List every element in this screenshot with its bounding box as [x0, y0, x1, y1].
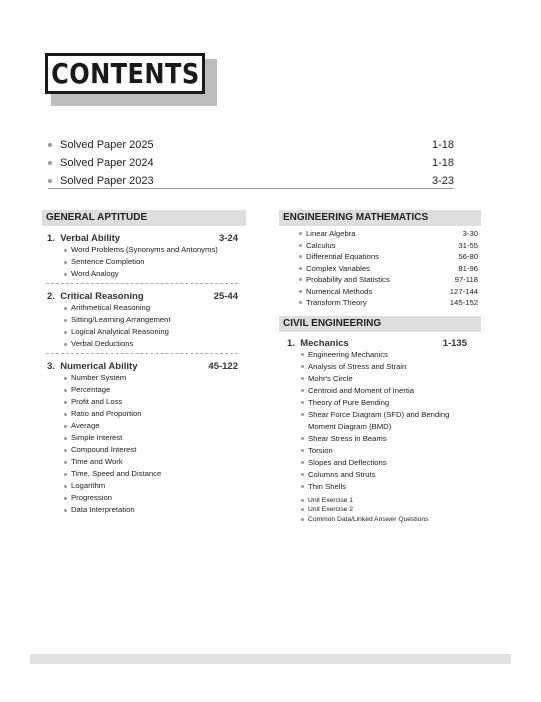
list-item-label: Simple Interest [71, 433, 123, 442]
list-item [301, 361, 481, 373]
bullet-icon [64, 413, 67, 416]
list-item [299, 274, 481, 286]
list-item [299, 263, 481, 275]
section-number: 1. [287, 337, 295, 349]
bullet-icon [48, 143, 52, 147]
bullet-icon [301, 377, 304, 380]
list-item-label: Time and Work [71, 457, 123, 466]
list-item [64, 480, 246, 492]
list-item-label: Logical Analytical Reasoning [71, 327, 169, 336]
list-item [301, 481, 481, 493]
list-item [64, 302, 246, 314]
list-item [64, 338, 246, 350]
footer-bar [30, 654, 511, 664]
solved-paper-pages: 3-23 [431, 175, 454, 187]
bullet-icon [301, 389, 304, 392]
list-item-label: Ratio and Proportion [71, 409, 142, 418]
list-item [64, 408, 246, 420]
list-item-label: Columns and Struts [308, 469, 376, 479]
bullet-icon [299, 255, 302, 258]
list-item [64, 468, 246, 480]
section-pages: 25-44 [213, 291, 238, 302]
list-item [64, 396, 246, 408]
section-number: 1. [47, 233, 55, 244]
list-item-pages: 81-96 [458, 263, 478, 273]
list-item-label: Theory of Pure Bending [308, 397, 390, 407]
list-item [64, 256, 246, 268]
bullet-icon [301, 437, 304, 440]
list-item [64, 384, 246, 396]
section-number: 2. [47, 291, 55, 302]
list-item [299, 228, 481, 240]
bullet-icon [299, 267, 302, 270]
list-item-label: Unit Exercise 2 [308, 506, 353, 513]
list-item-label: Engineering Mechanics [308, 349, 388, 359]
list-item-label: Unit Exercise 1 [308, 496, 353, 504]
section-title: Mechanics [300, 337, 349, 349]
list-item [64, 326, 246, 338]
solved-paper-label: Solved Paper 2025 [60, 139, 154, 151]
list-item-label: Calculus [306, 240, 336, 250]
list-item-label: Mohr's Circle [308, 373, 353, 383]
bullet-icon [301, 449, 304, 452]
engineering-mathematics-heading: ENGINEERING MATHEMATICS [279, 210, 481, 226]
bullet-icon [48, 179, 52, 183]
solved-paper-label: Solved Paper 2024 [60, 157, 154, 169]
bullet-icon [301, 353, 304, 356]
list-item [301, 397, 481, 409]
bullet-icon [64, 307, 67, 310]
list-item [299, 240, 481, 252]
list-item-pages: 56-80 [458, 252, 478, 261]
bullet-icon [64, 485, 67, 488]
section-heading [42, 233, 246, 244]
list-item [301, 515, 481, 525]
list-item [64, 314, 246, 326]
bullet-icon [301, 413, 304, 416]
list-item-label: Percentage [71, 385, 111, 394]
list-item-label: Differential Equations [306, 252, 379, 261]
civil-engineering-heading: CIVIL ENGINEERING [279, 316, 481, 332]
bullet-icon [64, 319, 67, 322]
list-item [301, 445, 481, 457]
section-heading [279, 338, 481, 349]
bullet-icon [64, 497, 67, 500]
bullet-icon [64, 389, 67, 392]
list-item [64, 444, 246, 456]
section-pages: 1-135 [442, 337, 467, 349]
list-item [64, 372, 246, 384]
list-item-label: Common Data/Linked Answer Questions [308, 515, 429, 523]
list-item-label: Centroid and Moment of Inertia [308, 385, 414, 395]
list-item-label: Logarithm [71, 481, 106, 490]
list-item [301, 349, 481, 361]
title-frame [45, 53, 205, 94]
list-item [301, 373, 481, 385]
list-item [299, 286, 481, 298]
list-item-label: Data Interpretation [71, 505, 135, 514]
bullet-icon [48, 161, 52, 165]
section-pages: 3-24 [218, 233, 238, 244]
bullet-icon [64, 261, 67, 264]
list-item [301, 433, 481, 445]
divider [48, 188, 454, 189]
list-item [64, 420, 246, 432]
list-item-label: Time, Speed and Distance [71, 469, 162, 478]
list-item-label: Analysis of Stress and Strain [308, 361, 407, 371]
list-item-label: Verbal Deductions [71, 339, 134, 348]
bullet-icon [301, 485, 304, 488]
bullet-icon [64, 473, 67, 476]
right-column [279, 210, 481, 524]
list-item-label: Shear Stress in Beams [308, 433, 387, 443]
list-item-pages: 31-55 [458, 240, 478, 250]
bullet-icon [64, 401, 67, 404]
bullet-icon [301, 473, 304, 476]
section-heading [42, 291, 246, 302]
solved-papers-list [48, 136, 454, 190]
bullet-icon [64, 461, 67, 464]
list-item-label: Slopes and Deflections [308, 457, 387, 467]
list-item-pages: 127-144 [449, 286, 478, 296]
list-item-label: Sentence Completion [71, 257, 145, 266]
section-title: Numerical Ability [60, 361, 138, 372]
general-aptitude-column [42, 210, 246, 516]
dashed-divider [46, 353, 238, 354]
section-heading [42, 361, 246, 372]
bullet-icon [299, 278, 302, 281]
list-item-label: Complex Variables [306, 263, 370, 273]
list-item-label: Progression [71, 493, 113, 502]
list-item [64, 432, 246, 444]
bullet-icon [64, 249, 67, 252]
list-item [301, 457, 481, 469]
list-item [64, 268, 246, 280]
solved-paper-label: Solved Paper 2023 [60, 175, 154, 187]
list-item-label: Numerical Methods [306, 286, 373, 296]
page-title: CONTENTS [50, 57, 200, 90]
bullet-icon [64, 509, 67, 512]
list-item [301, 505, 481, 515]
bullet-icon [301, 518, 304, 521]
list-item-label: Word Problems (Synonyms and Antonyms) [71, 245, 218, 254]
list-item [299, 297, 481, 309]
bullet-icon [64, 273, 67, 276]
list-item-label: Thin Shells [308, 481, 347, 491]
list-item-label: Word Analogy [71, 269, 119, 278]
bullet-icon [299, 290, 302, 293]
list-item [64, 456, 246, 468]
list-item [301, 496, 481, 506]
dashed-divider [46, 283, 238, 284]
list-item-label: Linear Algebra [306, 229, 356, 238]
list-item-label: Average [71, 421, 100, 430]
bullet-icon [64, 331, 67, 334]
section-title: Critical Reasoning [60, 291, 144, 302]
bullet-icon [64, 437, 67, 440]
bullet-icon [301, 365, 304, 368]
general-aptitude-heading: GENERAL APTITUDE [42, 210, 246, 226]
list-item-label: Sitting/Learning Arrangement [71, 315, 171, 324]
solved-paper-pages: 1-18 [431, 157, 454, 169]
list-item [301, 409, 481, 433]
list-item-label: Number System [71, 373, 127, 382]
list-item [64, 504, 246, 516]
bullet-icon [64, 343, 67, 346]
bullet-icon [64, 449, 67, 452]
list-item-label: Arithmetical Reasoning [71, 303, 151, 312]
list-item-pages: 3-30 [462, 229, 478, 238]
list-item-label: Shear Force Diagram (SFD) and Bending Moment Diagram (BMD) [308, 409, 450, 431]
list-item-label: Transform Theory [306, 298, 367, 307]
list-item [301, 469, 481, 481]
bullet-icon [64, 377, 67, 380]
bullet-icon [299, 301, 302, 304]
bullet-icon [299, 232, 302, 235]
bullet-icon [64, 425, 67, 428]
list-item-label: Compound Interest [71, 445, 137, 454]
list-item-pages: 145-152 [449, 298, 478, 307]
solved-paper-row [48, 136, 454, 154]
section-title: Verbal Ability [60, 233, 121, 244]
list-item-label: Torsion [308, 445, 333, 455]
section-pages: 45-122 [208, 361, 238, 372]
list-item [301, 385, 481, 397]
list-item-label: Probability and Statistics [306, 275, 390, 284]
bullet-icon [299, 244, 302, 247]
list-item-pages: 97-118 [454, 275, 478, 284]
list-item [64, 244, 246, 256]
bullet-icon [301, 499, 304, 502]
solved-paper-row [48, 154, 454, 172]
contents-title-box [45, 53, 205, 94]
list-item [64, 492, 246, 504]
bullet-icon [301, 401, 304, 404]
list-item-label: Profit and Loss [71, 397, 123, 406]
bullet-icon [301, 461, 304, 464]
list-item [299, 251, 481, 263]
bullet-icon [301, 508, 304, 511]
solved-paper-pages: 1-18 [431, 139, 454, 151]
section-number: 3. [47, 361, 55, 372]
